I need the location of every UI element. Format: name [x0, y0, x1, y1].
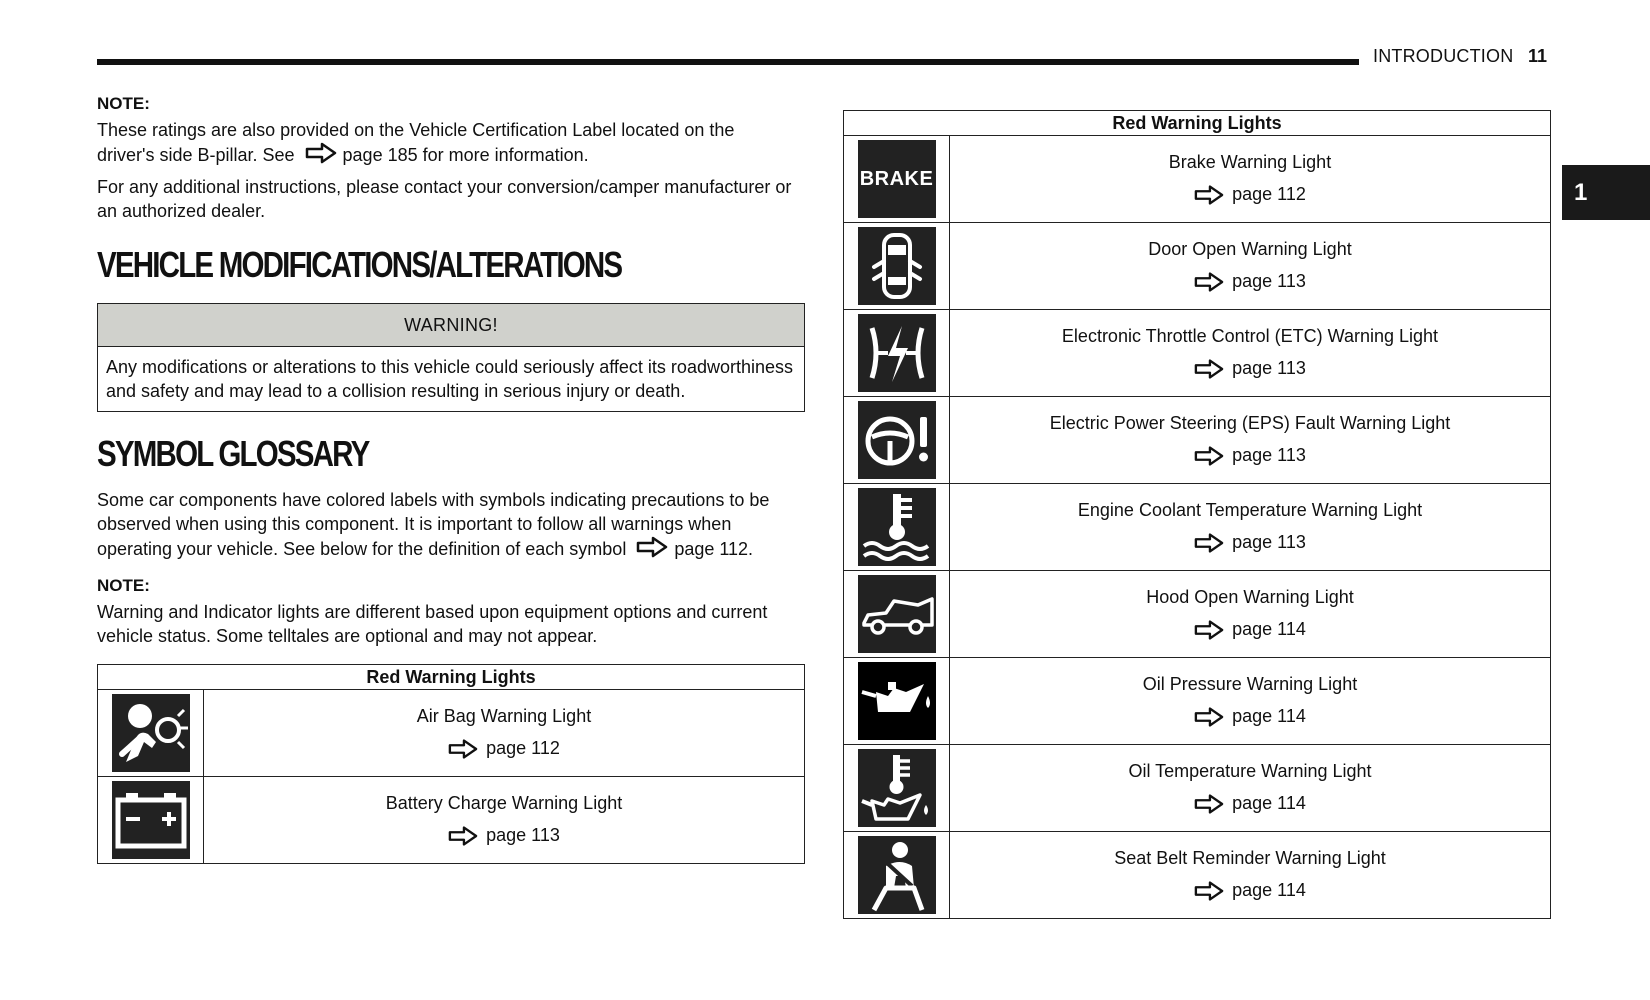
table-row: [844, 658, 1551, 745]
note-label: NOTE:: [97, 94, 150, 113]
light-name: Engine Coolant Temperature Warning Light: [1077, 500, 1423, 520]
light-name: Hood Open Warning Light: [1146, 587, 1354, 607]
chapter-tab[interactable]: [1562, 165, 1650, 220]
note-label-2: NOTE:: [97, 576, 150, 595]
page-link[interactable]: [950, 527, 1550, 557]
light-name: Door Open Warning Light: [1148, 239, 1352, 259]
light-name: Electric Power Steering (EPS) Fault Warning Light: [1049, 413, 1451, 433]
page-link[interactable]: [950, 266, 1550, 296]
note-paragraph: [97, 118, 805, 170]
oil-pressure-icon: [858, 662, 936, 740]
page-arrow-icon: [1194, 706, 1224, 728]
airbag-icon: [112, 694, 190, 772]
page-ref: page 114: [1232, 706, 1306, 726]
table-row: [844, 832, 1551, 919]
chapter-tab-label: 1: [1574, 178, 1588, 206]
page-arrow-icon: [1194, 619, 1224, 641]
etc-icon: [858, 314, 936, 392]
left-column: [97, 94, 805, 864]
page-arrow-icon: [1194, 358, 1224, 380]
oil-temp-icon: [858, 749, 936, 827]
table-row: [98, 690, 805, 777]
page-arrow-icon: [448, 738, 478, 760]
glossary-text: Some car components have colored labels with symbols indicating precautions to be observed when using this component. It is important to follow all warnings when operating your vehicle. See below for the definition of each symbol: [97, 490, 770, 559]
page-ref: page 113: [1232, 532, 1306, 552]
page-ref: page 114: [1232, 880, 1306, 900]
table-row: [844, 310, 1551, 397]
light-name: Battery Charge Warning Light: [385, 793, 623, 813]
page-link[interactable]: [950, 353, 1550, 383]
page-link[interactable]: [950, 788, 1550, 818]
page-arrow-icon: [448, 825, 478, 847]
page-arrow-icon: [1194, 880, 1224, 902]
heading-vehicle-modifications: VEHICLE MODIFICATIONS/ALTERATIONS: [97, 244, 622, 285]
page-ref: page 114: [1232, 793, 1306, 813]
section-title: INTRODUCTION: [1373, 46, 1514, 66]
page-link[interactable]: [204, 820, 804, 850]
page-link[interactable]: [950, 440, 1550, 470]
red-warning-lights-table: [97, 664, 805, 864]
table-row: [844, 571, 1551, 658]
page-ref: page 112: [486, 738, 560, 758]
right-column: [843, 110, 1551, 919]
warning-box: [97, 303, 805, 412]
page-number: 11: [1528, 46, 1548, 66]
table-row: [98, 777, 805, 864]
page-ref: page 113: [1232, 445, 1306, 465]
page-ref: page 112: [1232, 184, 1306, 204]
table-row: [844, 136, 1551, 223]
table-row: [844, 745, 1551, 832]
light-name: Air Bag Warning Light: [416, 706, 592, 726]
note-text-line1: These ratings are also provided on the Vehicle Certification Label located on the: [97, 120, 735, 140]
page-link[interactable]: [204, 733, 804, 763]
page-arrow-icon: [1194, 793, 1224, 815]
glossary-paragraph: [97, 488, 805, 564]
table-row: [844, 397, 1551, 484]
page-link[interactable]: [950, 701, 1550, 731]
table-row: [844, 223, 1551, 310]
brake-icon-text: BRAKE: [859, 167, 934, 190]
warning-title: WARNING!: [98, 304, 804, 347]
note-paragraph-3: Warning and Indicator lights are different based upon equipment options and current vehicle status. Some telltales are optional and may not appear.: [97, 602, 768, 646]
page-arrow-icon: [1194, 445, 1224, 467]
heading-symbol-glossary: SYMBOL GLOSSARY: [97, 433, 369, 474]
page-arrow-icon: [305, 142, 337, 170]
red-warning-lights-table: [843, 110, 1551, 919]
light-name: Oil Pressure Warning Light: [1142, 674, 1358, 694]
page-link[interactable]: [950, 179, 1550, 209]
light-name: Brake Warning Light: [1168, 152, 1332, 172]
door-open-icon: [858, 227, 936, 305]
page-ref: page 113: [1232, 271, 1306, 291]
warning-text: Any modifications or alterations to this vehicle could seriously affect its roadworthiness and safety and may lead to a collision resulting in serious injury or death.: [106, 357, 793, 401]
page-ref: page 113: [486, 825, 560, 845]
brake-icon: [858, 140, 936, 218]
page-link[interactable]: [950, 614, 1550, 644]
note-paragraph-2: For any additional instructions, please contact your conversion/camper manufacturer or an authorized dealer.: [97, 177, 792, 221]
page-ref: page 114: [1232, 619, 1306, 639]
table-title: Red Warning Lights: [844, 111, 1551, 136]
coolant-temp-icon: [858, 488, 936, 566]
light-name: Electronic Throttle Control (ETC) Warning Light: [1061, 326, 1439, 346]
light-name: Seat Belt Reminder Warning Light: [1114, 848, 1386, 868]
table-title: Red Warning Lights: [98, 665, 805, 690]
page-ref: page 113: [1232, 358, 1306, 378]
glossary-page-ref: page 112.: [674, 538, 754, 559]
hood-open-icon: [858, 575, 936, 653]
table-row: [844, 484, 1551, 571]
eps-icon: [858, 401, 936, 479]
light-name: Oil Temperature Warning Light: [1128, 761, 1372, 781]
seat-belt-icon: [858, 836, 936, 914]
page-link[interactable]: [950, 875, 1550, 905]
note-text-line2-pre: driver's side B-pillar. See: [97, 144, 295, 165]
note-text-line2-post: page 185 for more information.: [342, 144, 589, 165]
header-rule: [97, 59, 1359, 65]
page-arrow-icon: [1194, 184, 1224, 206]
page-arrow-icon: [1194, 271, 1224, 293]
page-arrow-icon: [1194, 532, 1224, 554]
battery-icon: [112, 781, 190, 859]
page-arrow-icon: [636, 536, 668, 564]
